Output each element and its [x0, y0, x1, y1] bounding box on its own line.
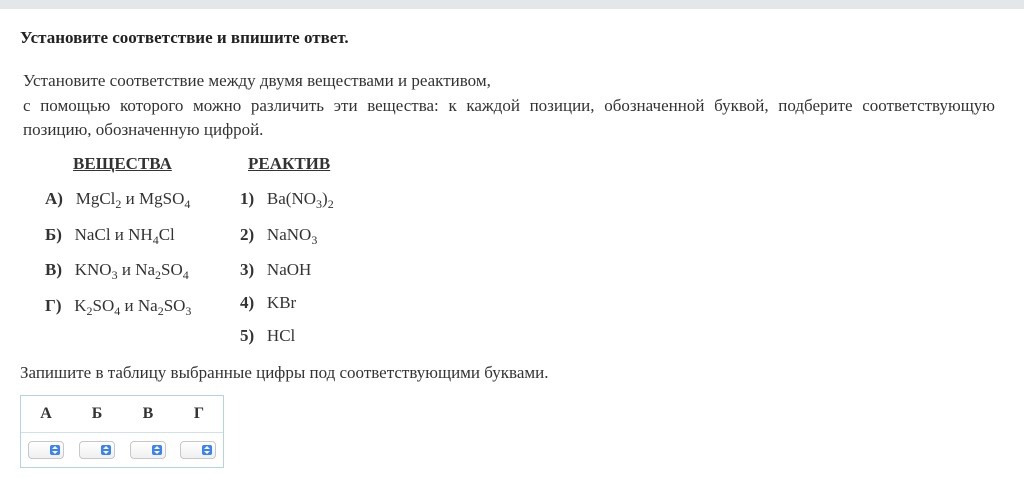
- top-bar: [0, 0, 1024, 9]
- answer-header-a: А: [40, 405, 52, 422]
- reagent-label: 4): [240, 293, 255, 312]
- description-line-1: Установите соответствие между двумя веществами и реактивом,: [23, 71, 491, 90]
- reagent-row-1: 1) $Ba(NO_3)_2$: [240, 189, 334, 211]
- substance-label: В): [45, 260, 62, 279]
- select-arrows-icon: [152, 445, 162, 455]
- answer-table: [20, 395, 224, 468]
- reagent-label: 5): [240, 326, 255, 345]
- column-header-reagent: РЕАКТИВ: [248, 154, 331, 173]
- answer-instruction: Запишите в таблицу выбранные цифры под соответствующими буквами.: [20, 363, 549, 382]
- task-description: [23, 69, 995, 143]
- substance-row-b: Б) NaCl и $NH_4Cl$: [45, 225, 175, 247]
- reagent-row-5: 5) HCl: [240, 326, 296, 345]
- answer-header-v: В: [142, 405, 154, 422]
- reagent-label: 2): [240, 225, 255, 244]
- answer-header-g: Г: [193, 405, 205, 422]
- substance-row-a: А) MgCl$_2$ и MgSO$_4$: [45, 189, 191, 211]
- substance-row-v: В) $KNO_3$ и $Na_2SO_4$: [45, 260, 189, 282]
- reagent-label: 1): [240, 189, 255, 208]
- reagent-label: 3): [240, 260, 255, 279]
- reagent-row-3: 3) NaOH: [240, 260, 312, 279]
- answer-select-a[interactable]: [28, 441, 64, 459]
- table-divider: [21, 432, 223, 433]
- substance-label: Б): [45, 225, 62, 244]
- answer-select-v[interactable]: [130, 441, 166, 459]
- answer-header-b: Б: [91, 405, 103, 422]
- answer-select-b[interactable]: [79, 441, 115, 459]
- reagent-row-2: 2) NaNO$_3$: [240, 225, 318, 247]
- select-arrows-icon: [202, 445, 212, 455]
- task-title: Установите соответствие и впишите ответ.: [20, 28, 349, 47]
- substance-label: Г): [45, 296, 62, 315]
- substance-label: А): [45, 189, 63, 208]
- description-line-3: позицию, обозначенную цифрой.: [23, 120, 264, 139]
- reagent-row-4: 4) KBr: [240, 293, 297, 312]
- substance-row-g: Г) $K_2SO_4$ и $Na_2SO_3$: [45, 296, 192, 318]
- select-arrows-icon: [101, 445, 111, 455]
- answer-select-g[interactable]: [180, 441, 216, 459]
- column-header-substances: ВЕЩЕСТВА: [73, 154, 172, 173]
- description-line-2: с помощью которого можно различить эти вещества: к каждой позиции, обозначенной буквой, подберите соответствующую: [23, 95, 995, 115]
- select-arrows-icon: [50, 445, 60, 455]
